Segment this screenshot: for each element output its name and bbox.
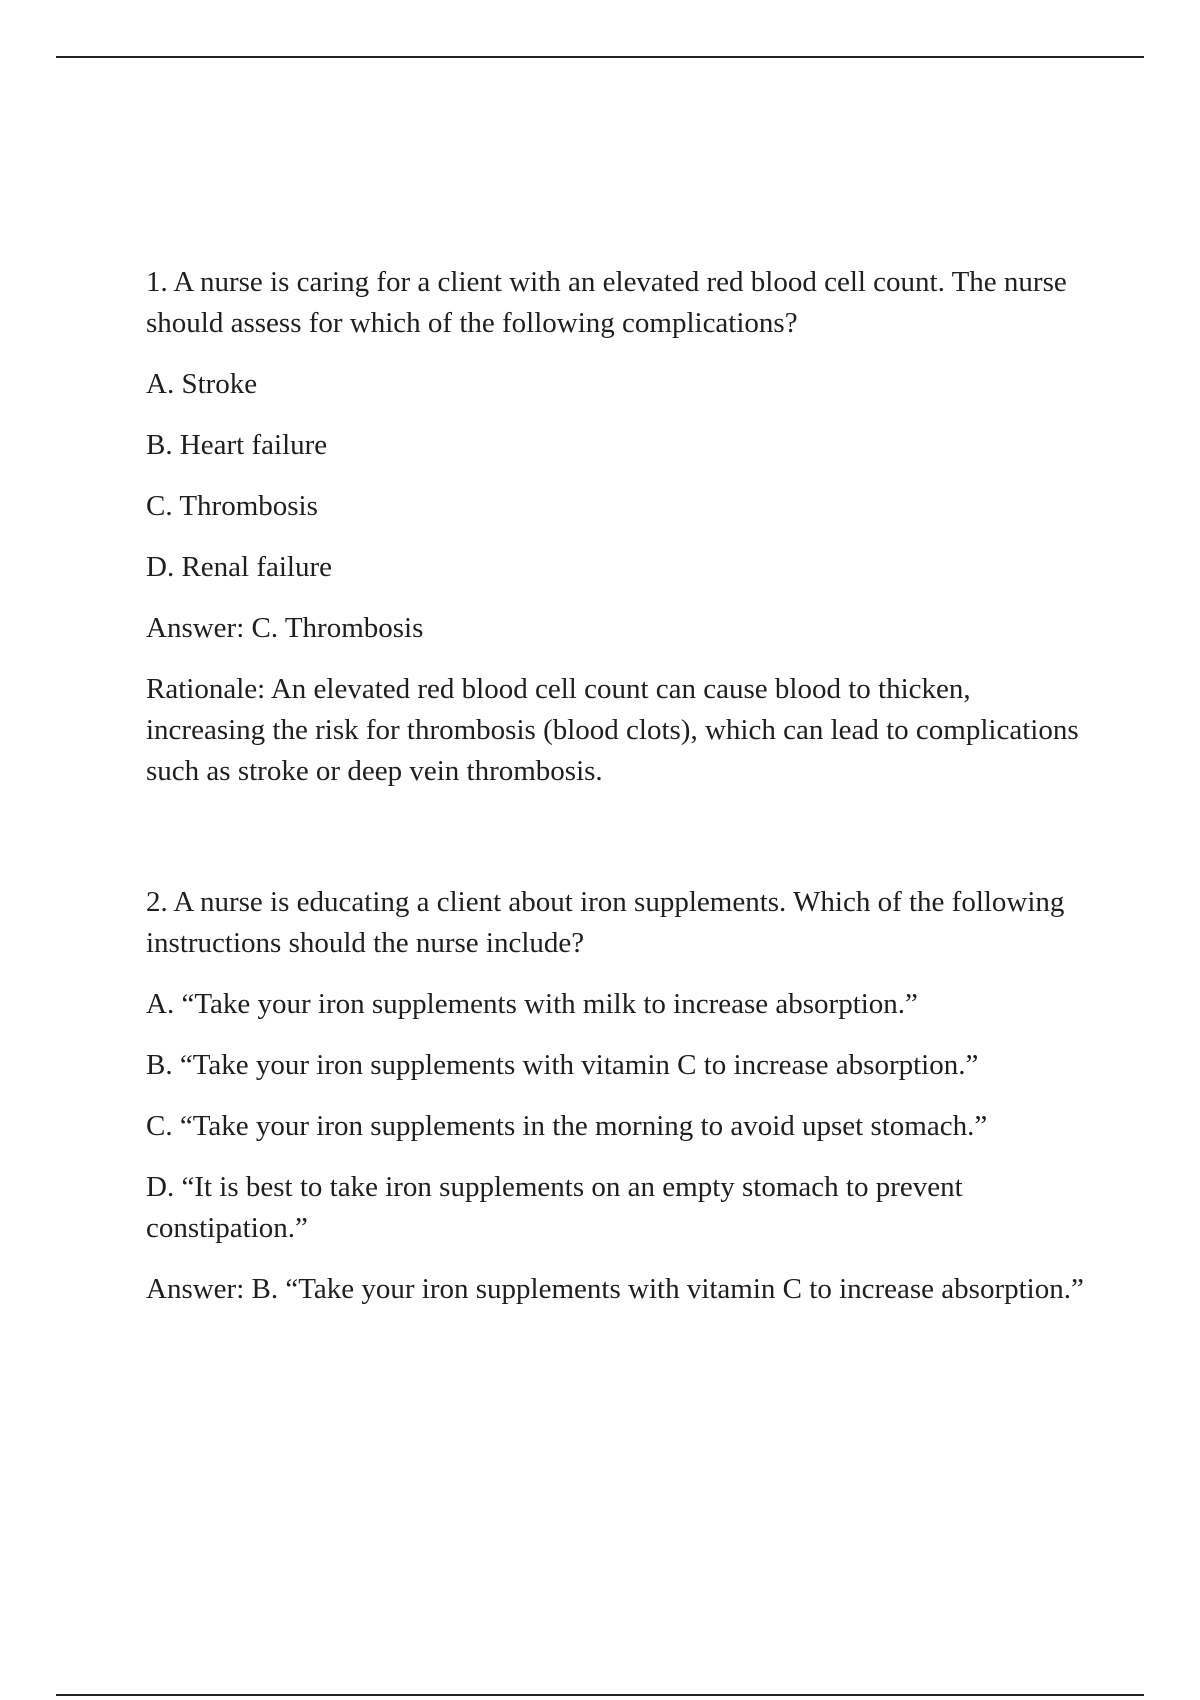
top-rule xyxy=(56,56,1144,58)
question-2-option-d: D. “It is best to take iron supplements on an empty stomach to prevent constipation.” xyxy=(146,1171,963,1244)
question-1 xyxy=(146,262,1096,792)
question-1-option-c: C. Thrombosis xyxy=(146,490,318,522)
question-1-rationale: Rationale: An elevated red blood cell count can cause blood to thicken, increasing the risk for thrombosis (blood clots), which can lead to complications such as stroke or deep vein thrombosis. xyxy=(146,673,1079,787)
question-2-option-a: A. “Take your iron supplements with milk to increase absorption.” xyxy=(146,988,918,1020)
question-2 xyxy=(146,882,1096,1310)
question-2-stem: 2. A nurse is educating a client about iron supplements. Which of the following instructions should the nurse include? xyxy=(146,886,1065,959)
question-2-answer: Answer: B. “Take your iron supplements with vitamin C to increase absorption.” xyxy=(146,1273,1084,1305)
question-1-option-b: B. Heart failure xyxy=(146,429,328,461)
question-2-option-c: C. “Take your iron supplements in the morning to avoid upset stomach.” xyxy=(146,1110,988,1142)
question-1-option-d: D. Renal failure xyxy=(146,551,333,583)
question-spacer xyxy=(146,792,1096,882)
question-1-answer: Answer: C. Thrombosis xyxy=(146,612,424,644)
question-2-option-b: B. “Take your iron supplements with vitamin C to increase absorption.” xyxy=(146,1049,979,1081)
question-1-option-a: A. Stroke xyxy=(146,368,258,400)
bottom-rule xyxy=(56,1694,1144,1696)
document-body xyxy=(146,262,1096,1330)
question-1-stem: 1. A nurse is caring for a client with an elevated red blood cell count. The nurse should assess for which of the following complications? xyxy=(146,266,1067,339)
